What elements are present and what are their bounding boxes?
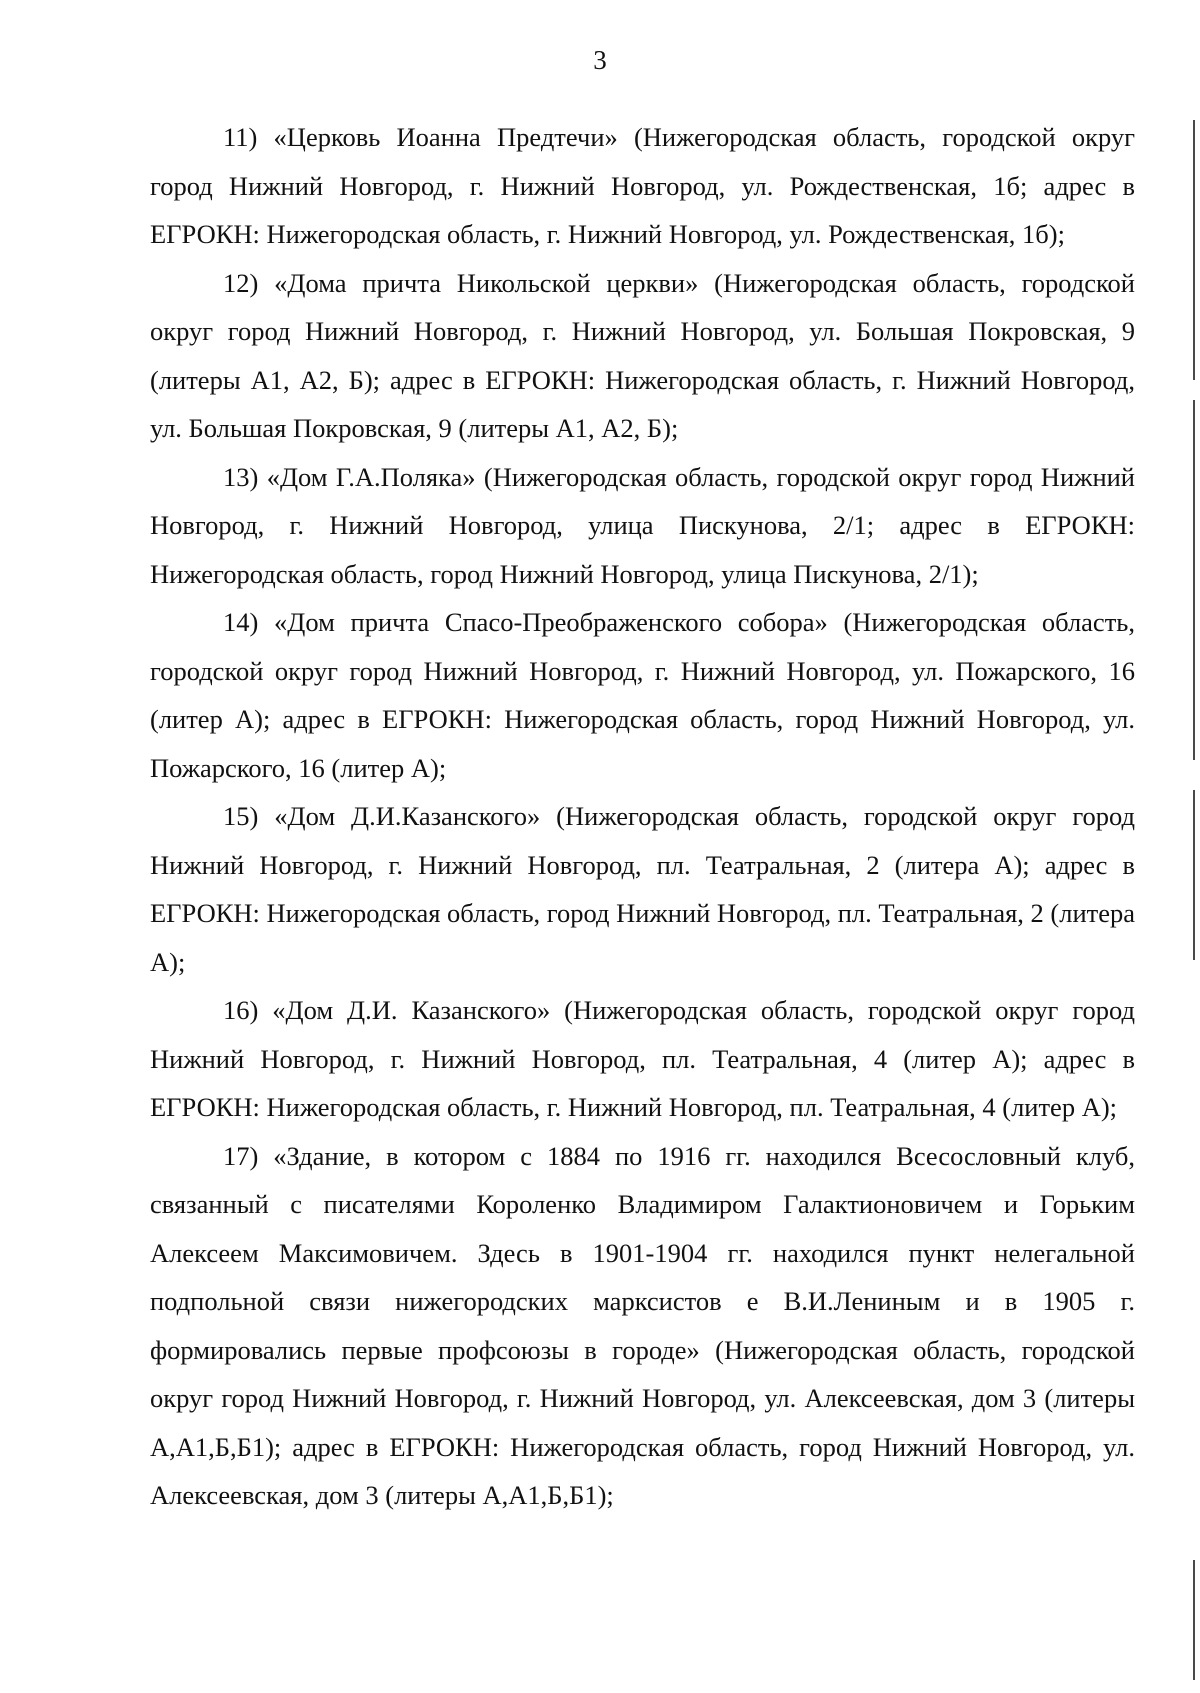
page-number: 3 (593, 45, 607, 75)
scan-edge-line (1193, 1560, 1195, 1680)
document-body (150, 113, 1135, 1520)
list-item: 17) «Здание, в котором с 1884 по 1916 гг. находился Всесословный клуб, связанный с писателями Короленко Владимиром Галактионовичем и Горьким Алексеем Максимовичем. Здесь в 1901-1904 гг. находился пункт нелегальной подпольной связи нижегородских марксистов е В.И.Лениным и в 1905 г. формировались первые профсоюзы в городе» (Нижегородская область, городской округ город Нижний Новгород, г. Нижний Новгород, ул. Алексеевская, дом 3 (литеры А,А1,Б,Б1); адрес в ЕГРОКН: Нижегородская область, город Нижний Новгород, ул. Алексеевская, дом 3 (литеры А,А1,Б,Б1); (150, 1140, 1135, 1510)
scan-edge-line (1193, 790, 1195, 960)
list-item: 11) «Церковь Иоанна Предтечи» (Нижегородская область, городской округ город Нижний Новгород, г. Нижний Новгород, ул. Рождественская, 1б; адрес в ЕГРОКН: Нижегородская область, г. Нижний Новгород, ул. Рождественская, 1б); (150, 122, 1135, 249)
list-item: 13) «Дом Г.А.Поляка» (Нижегородская область, городской округ город Нижний Новгород, г. Нижний Новгород, улица Пискунова, 2/1; адрес в ЕГРОКН: Нижегородская область, город Нижний Новгород, улица Пискунова, 2/1); (150, 461, 1135, 589)
list-item: 15) «Дом Д.И.Казанского» (Нижегородская область, городской округ город Нижний Новгород, г. Нижний Новгород, пл. Театральная, 2 (литера А); адрес в ЕГРОКН: Нижегородская область, город Нижний Новгород, пл. Театральная, 2 (литера А); (150, 801, 1136, 977)
list-item: 14) «Дом причта Спасо-Преображенского собора» (Нижегородская область, городской округ город Нижний Новгород, г. Нижний Новгород, ул. Пожарского, 16 (литер А); адрес в ЕГРОКН: Нижегородская область, город Нижний Новгород, ул. Пожарского, 16 (литер А); (150, 607, 1135, 783)
list-item: 16) «Дом Д.И. Казанского» (Нижегородская область, городской округ город Нижний Новгород, г. Нижний Новгород, пл. Театральная, 4 (литер А); адрес в ЕГРОКН: Нижегородская область, г. Нижний Новгород, пл. Театральная, 4 (литер А); (150, 995, 1135, 1122)
scan-edge-line (1193, 120, 1195, 380)
list-item: 12) «Дома причта Никольской церкви» (Нижегородская область, городской округ город Нижний Новгород, г. Нижний Новгород, ул. Большая Покровская, 9 (литеры А1, А2, Б); адрес в ЕГРОКН: Нижегородская область, г. Нижний Новгород, ул. Большая Покровская, 9 (литеры А1, А2, Б); (150, 267, 1135, 443)
scan-edge-line (1193, 400, 1195, 760)
